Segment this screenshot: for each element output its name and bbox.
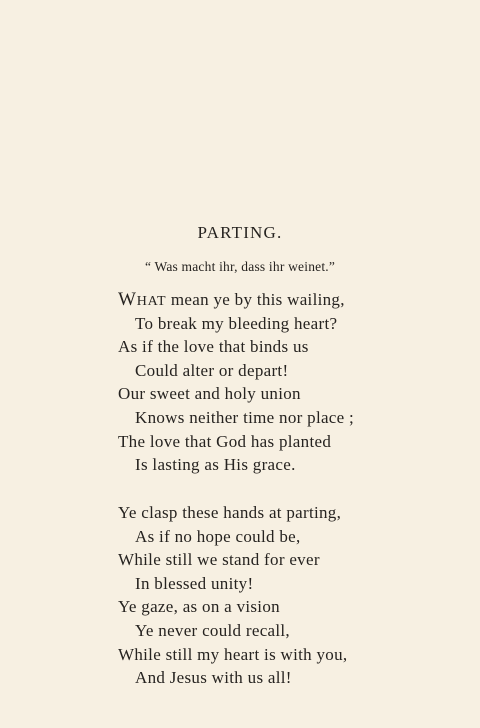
verse-line: Could alter or depart! <box>135 360 289 380</box>
verse-line: The love that God has planted <box>118 431 332 451</box>
drop-initial: W <box>118 289 137 310</box>
verse-line: As if the love that binds us <box>118 337 309 357</box>
verse-line: Is lasting as His grace. <box>135 455 296 475</box>
verse-line: In blessed unity! <box>135 573 254 593</box>
verse-line: And Jesus with us all! <box>135 668 292 688</box>
verse-line: Ye never could recall, <box>135 620 290 640</box>
poem-title: PARTING. <box>197 223 283 242</box>
verse-line: Knows neither time nor place ; <box>135 407 355 427</box>
verse-line <box>118 288 448 312</box>
small-caps-word: HAT <box>136 294 167 309</box>
stanza-1 <box>118 288 448 477</box>
stanza-2 <box>118 501 448 690</box>
verse-line: To break my bleeding heart? <box>135 313 338 333</box>
verse-line: While still my heart is with you, <box>118 644 348 664</box>
verse-line: Ye gaze, as on a vision <box>118 597 280 617</box>
verse-line-text: mean ye by this wailing, <box>166 290 345 309</box>
poem-epigraph: “ Was macht ihr, dass ihr weinet.” <box>144 259 336 274</box>
verse-line: Our sweet and holy union <box>118 384 301 404</box>
verse-line: As if no hope could be, <box>135 526 301 546</box>
verse-line: Ye clasp these hands at parting, <box>118 503 342 522</box>
verse-line: While still we stand for ever <box>118 550 320 570</box>
